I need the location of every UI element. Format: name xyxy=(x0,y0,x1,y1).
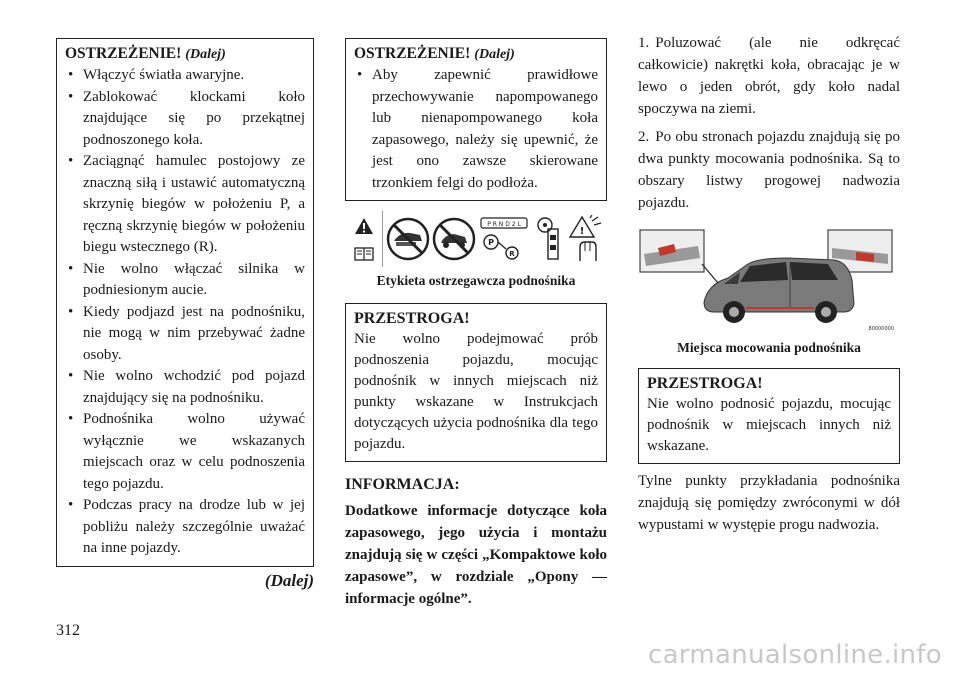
list-item: • Zablokować klockami koło znajdujące się po przekątnej podnoszonego koła. xyxy=(65,87,305,152)
list-item: • Nie wolno włączać silnika w podniesionym aucie. xyxy=(65,259,305,302)
figure-caption: Etykieta ostrzegawcza podnośnika xyxy=(376,273,576,288)
page-number: 312 xyxy=(56,622,80,639)
column-2 xyxy=(345,38,607,610)
lug-nut-icon xyxy=(532,215,566,263)
caution-text: Nie wolno podejmować prób podnoszenia pojazdu, mocując podnośnik w innych miejscach niż punkty wskazane w Instrukcjach dotyczących użycia podnośnika dla tego pojazdu. xyxy=(354,331,598,452)
continued-footer: (Dalej) xyxy=(264,570,314,590)
svg-text:P R N D 2 L: P R N D 2 L xyxy=(487,221,521,228)
list-item: • Aby zapewnić prawidłowe przechowywanie napompowanego lub nienapompowanego koła zapasowego, należy się upewnić, że jest ono zawsze skierowane trzonkiem felgi do podłoża. xyxy=(354,65,598,194)
warning-box xyxy=(345,38,607,201)
caution-title: PRZESTROGA! xyxy=(647,375,763,392)
caution-text: Nie wolno podnosić pojazdu, mocując podnośnik w miejscach innych niż wskazane. xyxy=(647,396,891,454)
watermark: carmanualsonline.info xyxy=(647,640,942,670)
step-1: 1. Poluzować (ale nie odkręcać całkowicie) nakrętki koła, obracając je w lewo o jeden obrót, gdy koło nadal spoczywa na ziemi. xyxy=(638,35,900,117)
warning-title: OSTRZEŻENIE! (Dalej) xyxy=(354,45,515,62)
caution-box xyxy=(638,368,900,464)
no-engine-running-icon xyxy=(432,217,476,261)
warning-list xyxy=(65,65,305,560)
list-item: • Podnośnika wolno używać wyłącznie we wskazanych miejscach oraz w celu podnoszenia tego pojazdu. xyxy=(65,409,305,495)
warning-list xyxy=(354,65,598,194)
caution-title: PRZESTROGA! xyxy=(354,310,470,327)
minivan-jack-points-image xyxy=(638,224,900,336)
jack-lift-icon xyxy=(568,215,604,263)
column-1 xyxy=(56,38,314,591)
park-gear-icon xyxy=(478,215,530,263)
list-item: • Nie wolno wchodzić pod pojazd znajdujący się na podnośniku. xyxy=(65,366,305,409)
warning-title: OSTRZEŻENIE! (Dalej) xyxy=(65,45,226,62)
info-heading: INFORMACJA: xyxy=(345,476,460,493)
column-3 xyxy=(638,32,900,536)
warning-box xyxy=(56,38,314,567)
caution-box xyxy=(345,303,607,462)
figure-caption: Miejsca mocowania podnośnika xyxy=(677,340,861,355)
list-item: • Zaciągnąć hamulec postojowy ze znaczną siłą i ustawić automatyczną skrzynię biegów w położeniu P, a ręczną skrzynię biegów w położeniu biegu wstecznego (R). xyxy=(65,151,305,259)
list-item: • Kiedy podjazd jest na podnośniku, nie mogą w nim przebywać żadne osoby. xyxy=(65,302,305,367)
warning-triangle-icon xyxy=(354,217,374,235)
no-person-under-vehicle-icon xyxy=(386,217,430,261)
list-item: • Podczas pracy na drodze lub w jej pobliżu należy szczególnie uważać na inne pojazdy. xyxy=(65,495,305,560)
jack-points-figure xyxy=(638,224,900,336)
list-item: • Włączyć światła awaryjne. xyxy=(65,65,305,87)
continued-label: (Dalej) xyxy=(185,47,226,62)
svg-text:R: R xyxy=(509,250,515,258)
continued-label: (Dalej) xyxy=(474,47,515,62)
step-2: 2. Po obu stronach pojazdu znajdują się po dwa punkty mocowania podnośnika. Są to obszary listwy progowej nadwozia pojazdu. xyxy=(638,129,900,211)
rear-jack-points-text: Tylne punkty przykładania podnośnika znajdują się pomiędzy zwróconymi w dół wypustami w występie progu nadwozia. xyxy=(638,473,900,533)
svg-text:P: P xyxy=(488,238,494,247)
figure-code: 80000000 xyxy=(868,326,894,332)
info-text: Dodatkowe informacje dotyczące koła zapasowego, jego użycia i montażu znajdują się w części „Kompaktowe koło zapasowe”, w rozdziale „Opony — informacje ogólne”. xyxy=(345,503,607,607)
jack-warning-label-figure xyxy=(345,211,607,267)
manual-book-icon xyxy=(354,246,374,262)
svg-text:!: ! xyxy=(579,226,585,237)
